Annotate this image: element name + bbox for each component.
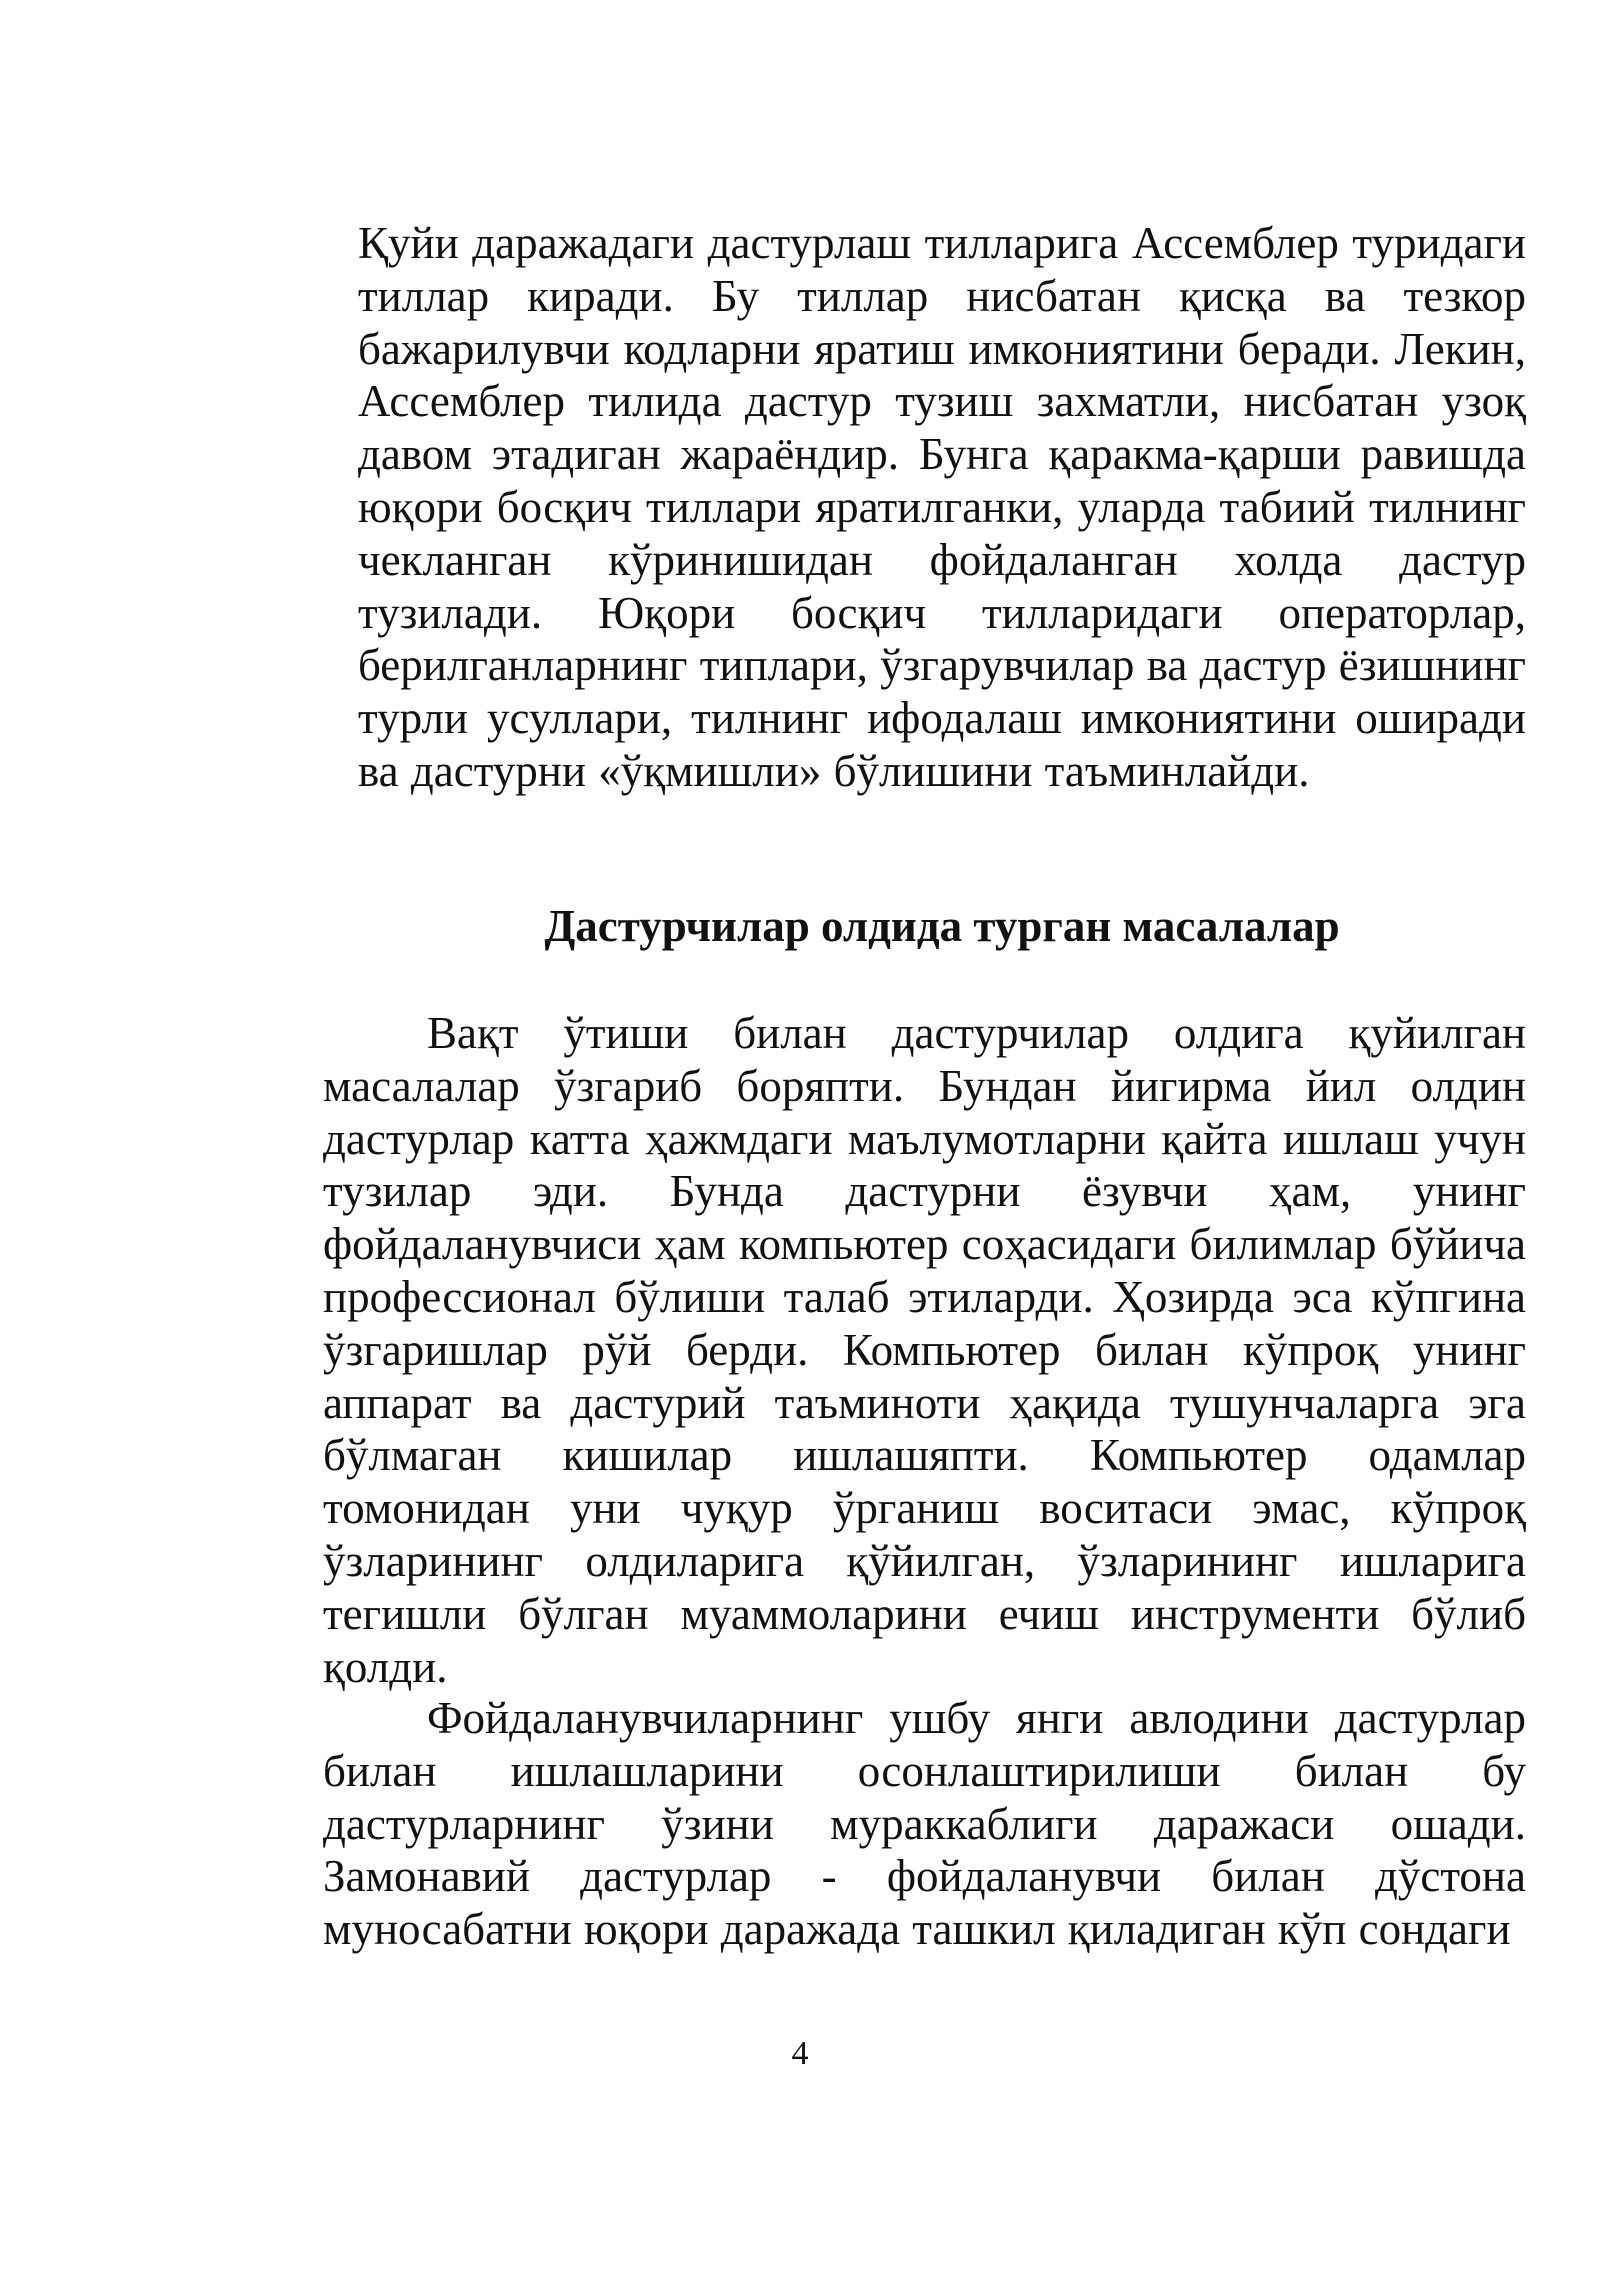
paragraph-body-2: Фойдаланувчиларнинг ушбу янги авлодини дастурлар билан ишлашларини осонлаштирилиши билан бу дастурларнинг ўзини мураккаблиги даражаси ошади. Замонавий дастурлар - фойдаланувчи билан дўстона муносабатни юқори даражада ташкил қиладиган кўп сондаги [323, 1693, 1526, 1955]
section-heading: Дастурчилар олдида турган масалалар [544, 901, 1340, 951]
paragraph-body-1: Вақт ўтиши билан дастурчилар олдига қуйилган масалалар ўзгариб боряпти. Бундан йигирма йил олдин дастурлар катта ҳажмдаги маълумотларни қайта ишлаш учун тузилар эди. Бунда дастурни ёзувчи ҳам, унинг фойдаланувчиси ҳам компьютер соҳасидаги билимлар бўйича профессионал бўлиши талаб этиларди. Ҳозирда эса кўпгина ўзгаришлар рўй берди. Компьютер билан кўпроқ унинг аппарат ва дастурий таъминоти ҳақида тушунчаларга эга бўлмаган кишилар ишлашяпти. Компьютер одамлар томонидан уни чуқур ўрганиш воситаси эмас, кўпроқ ўзларининг олдиларига қўйилган, ўзларининг ишларига тегишли бўлган муаммоларини ечиш инструменти бўлиб қолди. [323, 1008, 1526, 1692]
paragraph-intro: Қуйи даражадаги дастурлаш тилларига Ассемблер туридаги тиллар киради. Бу тиллар нисбатан қисқа ва тезкор бажарилувчи кодларни яратиш имкониятини беради. Лекин, Ассемблер тилида дастур тузиш захматли, нисбатан узоқ давом этадиган жараёндир. Бунга қаракма-қарши равишда юқори босқич тиллари яратилганки, уларда табиий тилнинг чекланган кўринишидан фойдаланган холда дастур тузилади. Юқори босқич тилларидаги операторлар, берилганларнинг типлари, ўзгарувчилар ва дастур ёзишнинг турли усуллари, тилнинг ифодалаш имкониятини оширади ва дастурни «ўқмишли» бўлишини таъминлайди. [358, 218, 1526, 796]
page-number: 4 [791, 2035, 809, 2072]
